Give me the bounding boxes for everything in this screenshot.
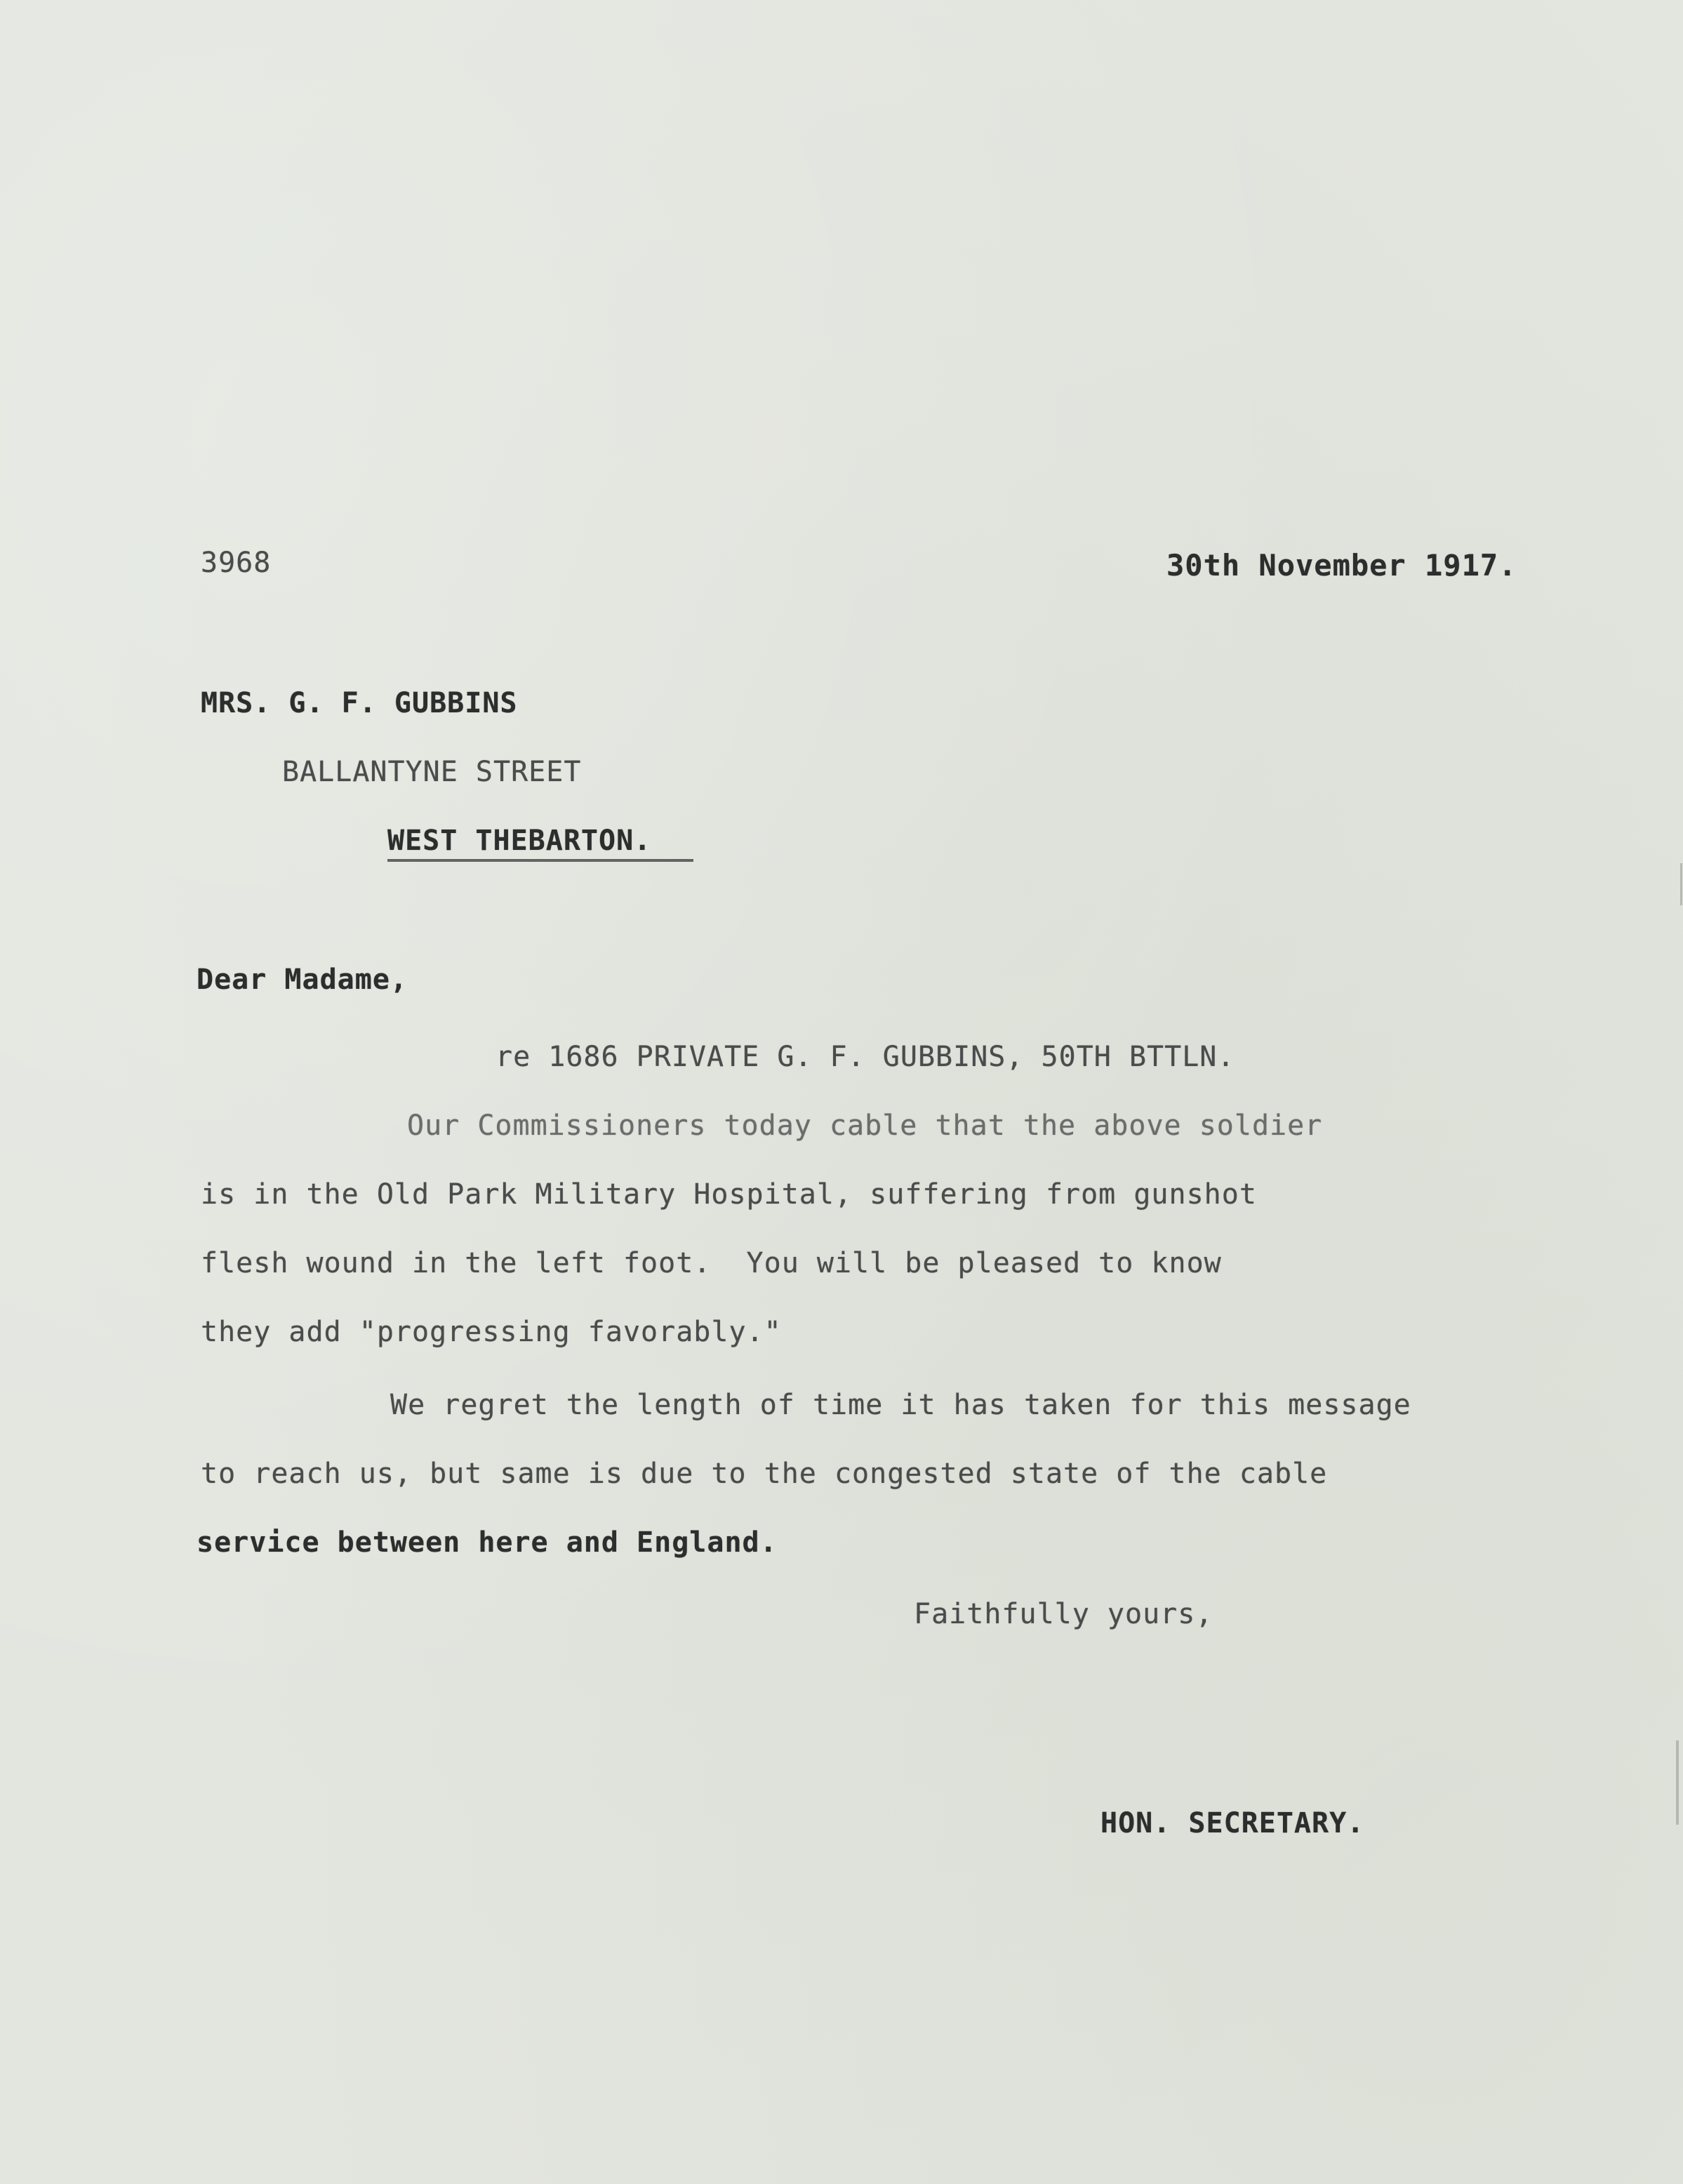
recipient-street: BALLANTYNE STREET	[282, 756, 582, 788]
signatory: HON. SECRETARY.	[1100, 1807, 1365, 1839]
recipient-suburb: WEST THEBARTON.	[387, 825, 652, 857]
recipient-suburb-underline	[387, 859, 693, 862]
subject-line: re 1686 PRIVATE G. F. GUBBINS, 50TH BTTLN.	[495, 1041, 1235, 1073]
recipient-name: MRS. G. F. GUBBINS	[201, 687, 518, 719]
page-edge-mark-lower	[1676, 1740, 1679, 1825]
body-line-1: Our Commissioners today cable that the above soldier	[407, 1110, 1323, 1142]
closing: Faithfully yours,	[914, 1598, 1213, 1630]
body-line-7: service between here and England.	[197, 1526, 778, 1559]
salutation: Dear Madame,	[197, 964, 408, 996]
body-line-3: flesh wound in the left foot. You will be pleased to know	[201, 1247, 1222, 1279]
page-edge-mark	[1680, 863, 1682, 905]
body-line-6: to reach us, but same is due to the congested state of the cable	[201, 1458, 1328, 1490]
body-line-2: is in the Old Park Military Hospital, suffering from gunshot	[201, 1178, 1257, 1211]
body-line-4: they add "progressing favorably."	[201, 1316, 782, 1348]
body-line-5: We regret the length of time it has taken for this message	[390, 1389, 1411, 1421]
reference-number: 3968	[201, 547, 272, 579]
letter-date: 30th November 1917.	[1166, 548, 1517, 582]
